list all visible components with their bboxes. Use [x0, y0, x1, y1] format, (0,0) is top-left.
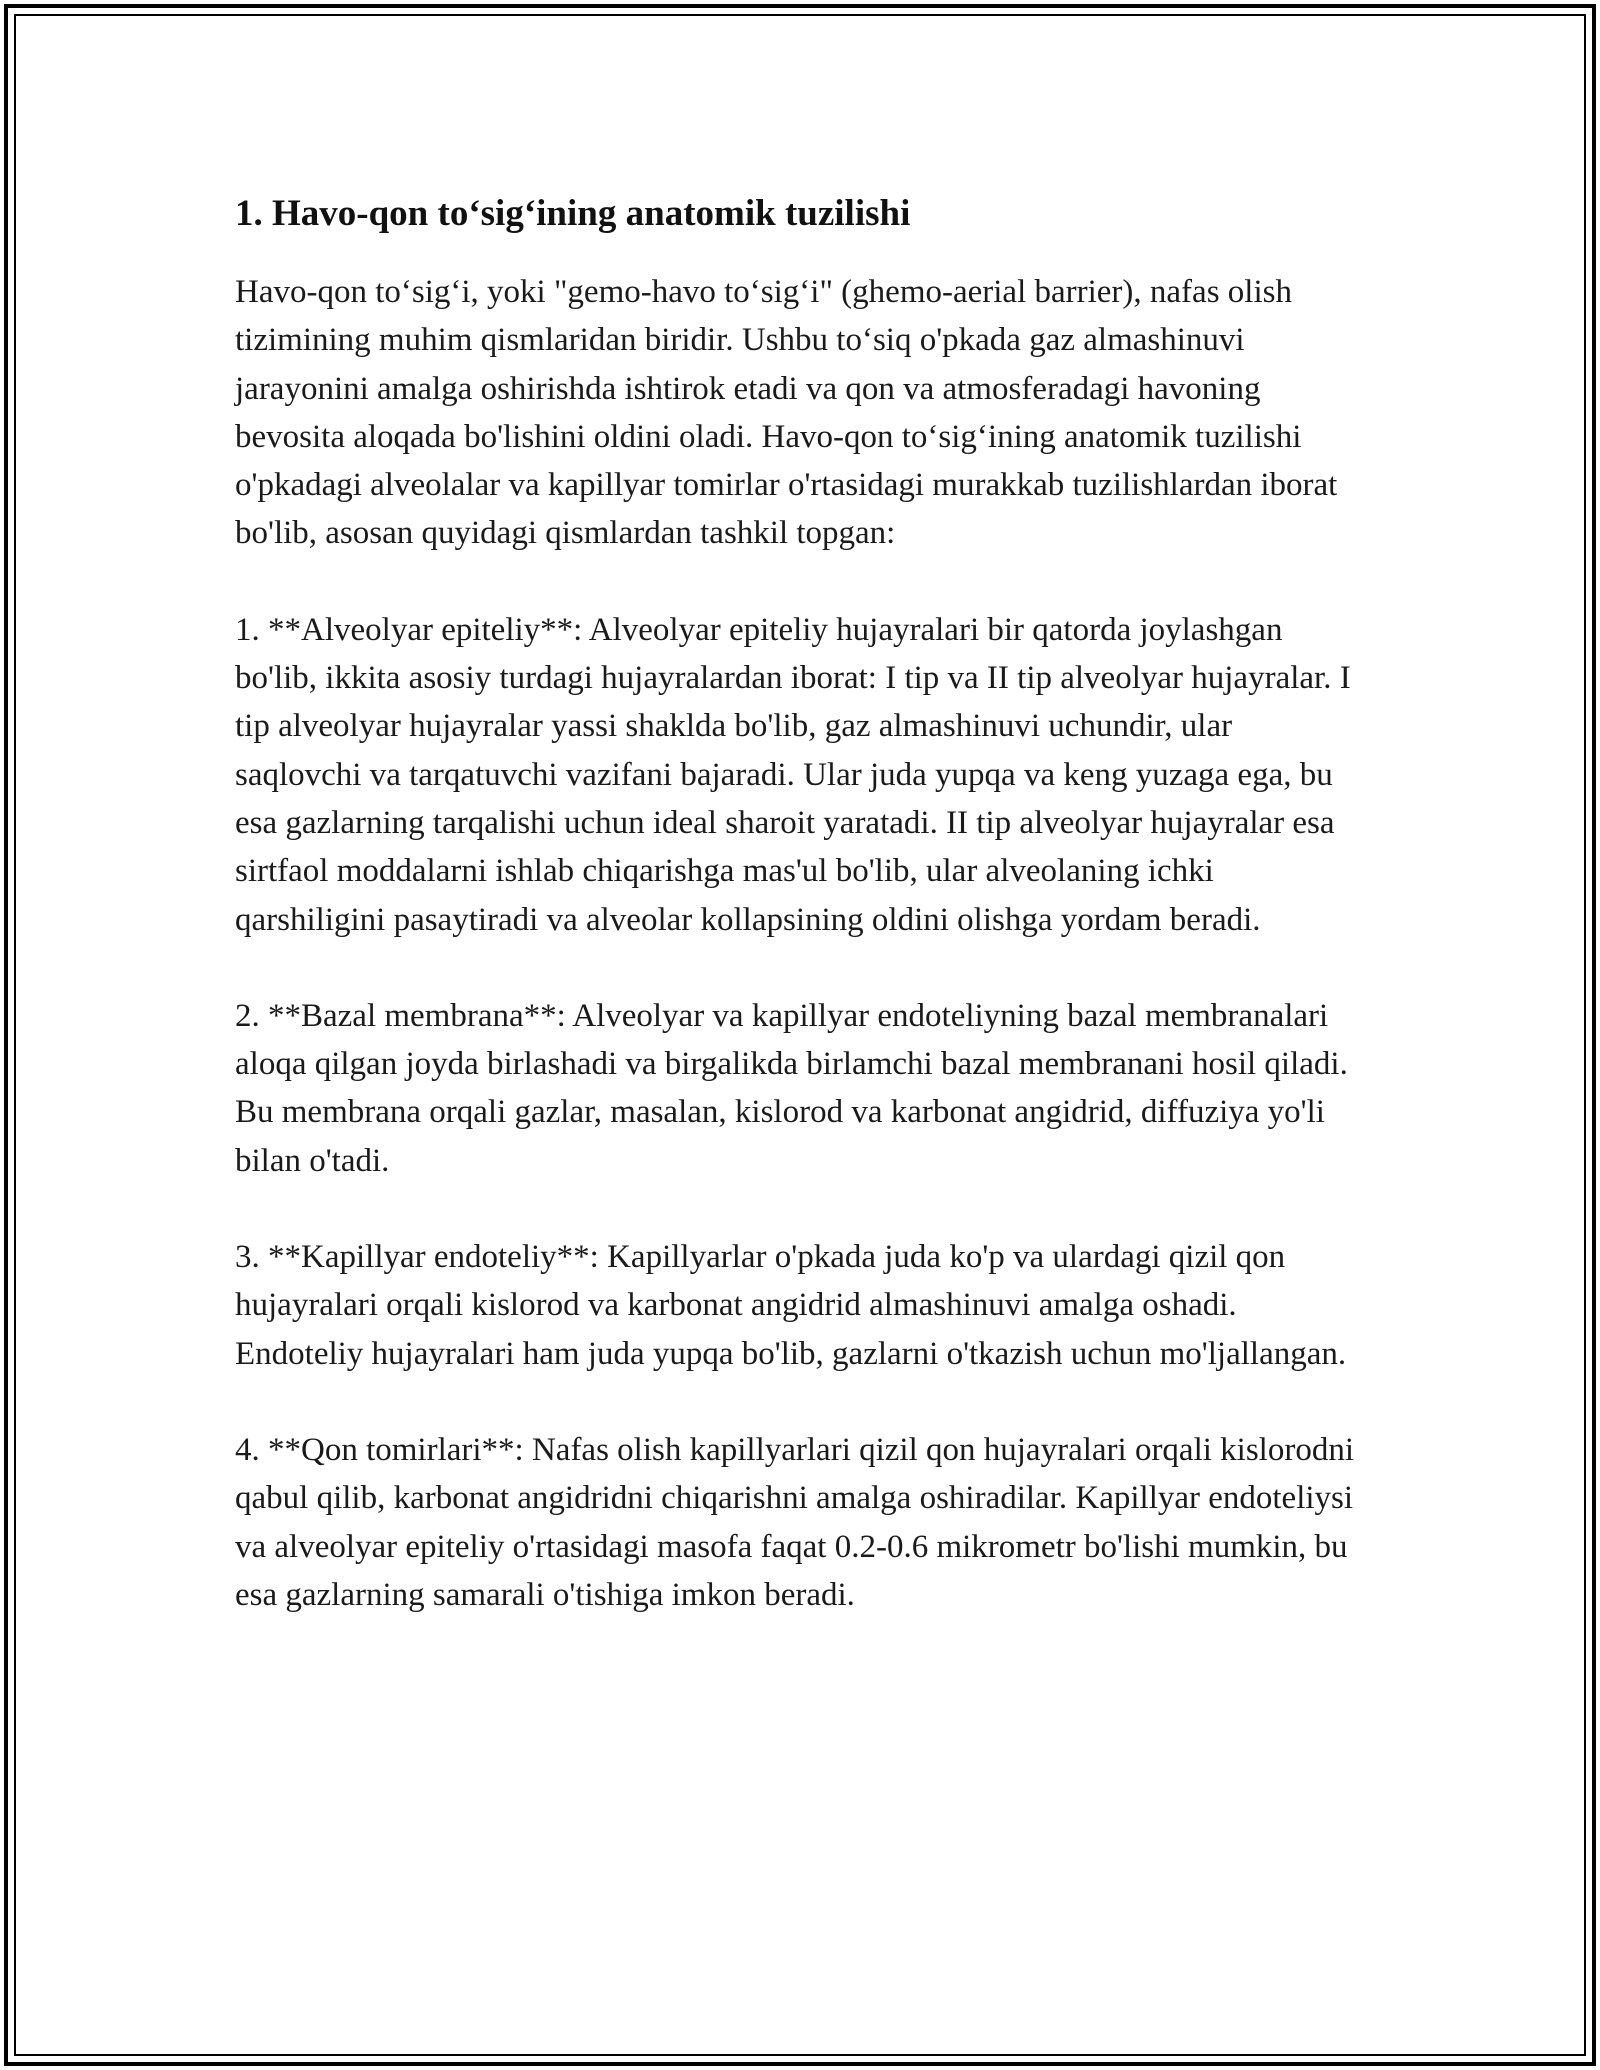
document-body: [235, 188, 1365, 1667]
paragraph-capillary-endothelium: 3. **Kapillyar endoteliy**: Kapillyarlar o'pkada juda ko'p va ulardagi qizil qon hujayralari orqali kislorod va karbonat angidrid almashinuvi amalga oshadi. Endoteliy hujayralari ham juda yupqa bo'lib, gazlarni o'tkazish uchun mo'ljallangan.: [235, 1239, 1347, 1372]
paragraph-blood-vessels: 4. **Qon tomirlari**: Nafas olish kapillyarlari qizil qon hujayralari orqali kislorodni qabul qilib, karbonat angidridni chiqarishni amalga oshiradilar. Kapillyar endoteliysi va alveolyar epiteliy o'rtasidagi masofa faqat 0.2-0.6 mikrometr bo'lishi mumkin, bu esa gazlarning samarali o'tishiga imkon beradi.: [235, 1431, 1355, 1613]
paragraph-alveolar-epithelium: 1. **Alveolyar epiteliy**: Alveolyar epiteliy hujayralari bir qatorda joylashgan bo'lib, ikkita asosiy turdagi hujayralardan iborat: I tip va II tip alveolyar hujayralar. I tip alveolyar hujayralar yassi shaklda bo'lib, gaz almashinuvi uchundir, ular saqlovchi va tarqatuvchi vazifani bajaradi. Ular juda yupqa va keng yuzaga ega, bu esa gazlarning tarqalishi uchun ideal sharoit yaratadi. II tip alveolyar hujayralar esa sirtfaol moddalarni ishlab chiqarishga mas'ul bo'lib, ular alveolaning ichki qarshiligini pasaytiradi va alveolar kollapsining oldini olishga yordam beradi.: [235, 611, 1351, 938]
section-title: 1. Havo-qon to‘sig‘ining anatomik tuzilishi: [235, 193, 911, 234]
intro-paragraph: Havo-qon to‘sig‘i, yoki "gemo-havo to‘sig‘i" (ghemo-aerial barrier), nafas olish tizimining muhim qismlaridan biridir. Ushbu to‘siq o'pkada gaz almashinuvi jarayonini amalga oshirishda ishtirok etadi va qon va atmosferadagi havoning bevosita aloqada bo'lishini oldini oladi. Havo-qon to‘sig‘ining anatomik tuzilishi o'pkadagi alveolalar va kapillyar tomirlar o'rtasidagi murakkab tuzilishlardan iborat bo'lib, asosan quyidagi qismlardan tashkil topgan:: [235, 274, 1338, 552]
paragraph-basal-membrane: 2. **Bazal membrana**: Alveolyar va kapillyar endoteliyning bazal membranalari aloqa qilgan joyda birlashadi va birgalikda birlamchi bazal membranani hosil qiladi. Bu membrana orqali gazlar, masalan, kislorod va karbonat angidrid, diffuziya yo'li bilan o'tadi.: [235, 997, 1348, 1179]
